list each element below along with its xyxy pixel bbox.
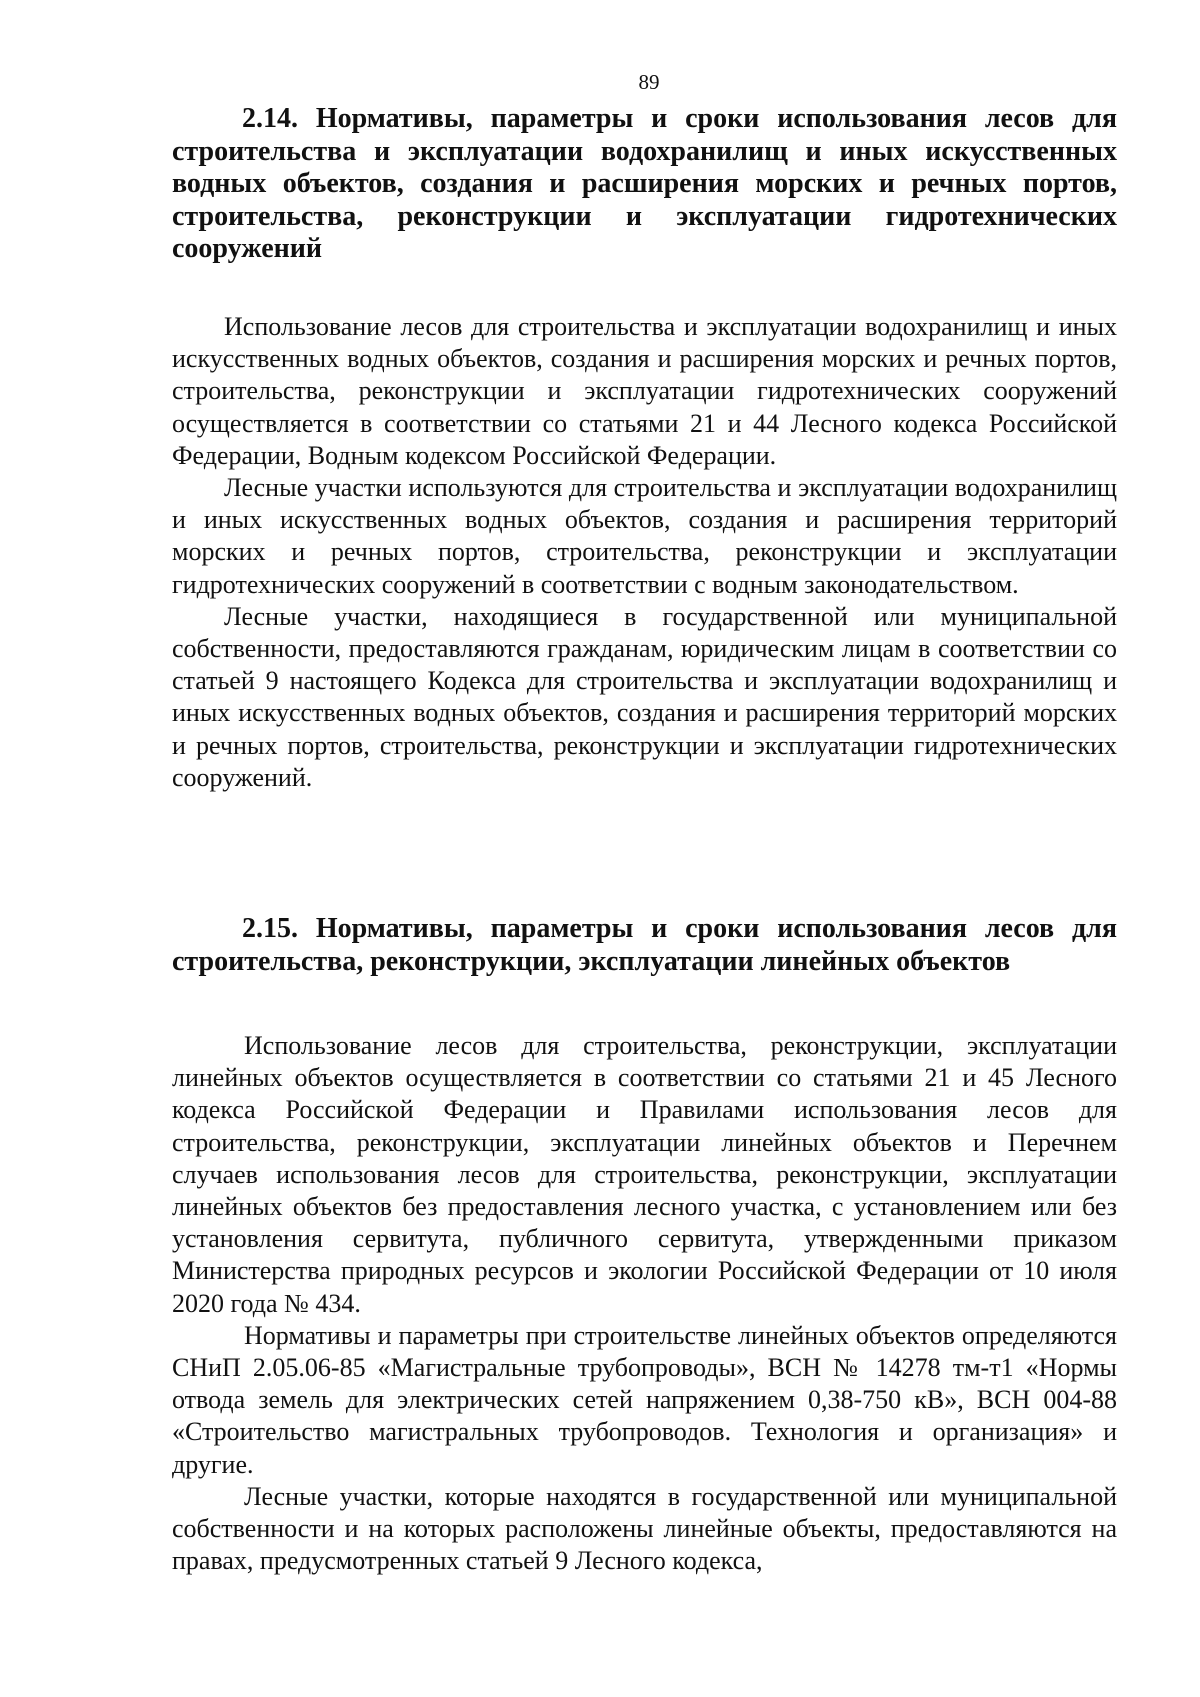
- paragraph: Лесные участки, находящиеся в государственной или муниципальной собственности, предоставляются гражданам, юридическим лицам в соответствии со статьей 9 настоящего Кодекса для строительства и эксплуатации водохранилищ и иных искусственных водных объектов, создания и расширения территорий морских и речных портов, строительства, реконструкции и эксплуатации гидротехнических сооружений.: [172, 601, 1117, 792]
- paragraph: Нормативы и параметры при строительстве линейных объектов определяются СНиП 2.05.06-85 «Магистральные трубопроводы», ВСН № 14278 тм-т1 «Нормы отвода земель для электрических сетей напряжением 0,38-750 кВ», ВСН 004-88 «Строительство магистральных трубопроводов. Технология и организация» и другие.: [172, 1320, 1117, 1479]
- paragraph: Использование лесов для строительства и эксплуатации водохранилищ и иных искусственных водных объектов, создания и расширения морских и речных портов, строительства, реконструкции и эксплуатации гидротехнических сооружений осуществляется в соответствии со статьями 21 и 44 Лесного кодекса Российской Федерации, Водным кодексом Российской Федерации.: [172, 312, 1117, 470]
- section-heading-2-14: 2.14. Нормативы, параметры и сроки использования лесов для строительства и эксплуатации водохранилищ и иных искусственных водных объектов, создания и расширения морских и речных портов, строительства, реконструкции и эксплуатации гидротехнических сооружений: [172, 103, 1117, 264]
- paragraph: Использование лесов для строительства, реконструкции, эксплуатации линейных объектов осуществляется в соответствии со статьями 21 и 45 Лесного кодекса Российской Федерации и Правилами использования лесов для строительства, реконструкции, эксплуатации линейных объектов и Перечнем случаев использования лесов для строительства, реконструкции, эксплуатации линейных объектов без предоставления лесного участка, с установлением или без установления сервитута, публичного сервитута, утвержденными приказом Министерства природных ресурсов и экологии Российской Федерации от 10 июля 2020 года № 434.: [172, 1031, 1117, 1318]
- section-2-14-body: [172, 311, 1117, 794]
- section-2-14-heading-block: [172, 103, 1117, 266]
- paragraph: Лесные участки, которые находятся в государственной или муниципальной собственности и на которых расположены линейные объекты, предоставляются на правах, предусмотренных статьей 9 Лесного кодекса,: [172, 1481, 1117, 1576]
- page-number: 89: [638, 70, 660, 94]
- section-2-15-heading-block: [172, 913, 1117, 978]
- section-2-15-body: [172, 1030, 1117, 1577]
- section-heading-2-15: 2.15. Нормативы, параметры и сроки использования лесов для строительства, реконструкции, эксплуатации линейных объектов: [172, 913, 1117, 977]
- paragraph: Лесные участки используются для строительства и эксплуатации водохранилищ и иных искусственных водных объектов, создания и расширения территорий морских и речных портов, строительства, реконструкции и эксплуатации гидротехнических сооружений в соответствии с водным законодательством.: [172, 473, 1117, 599]
